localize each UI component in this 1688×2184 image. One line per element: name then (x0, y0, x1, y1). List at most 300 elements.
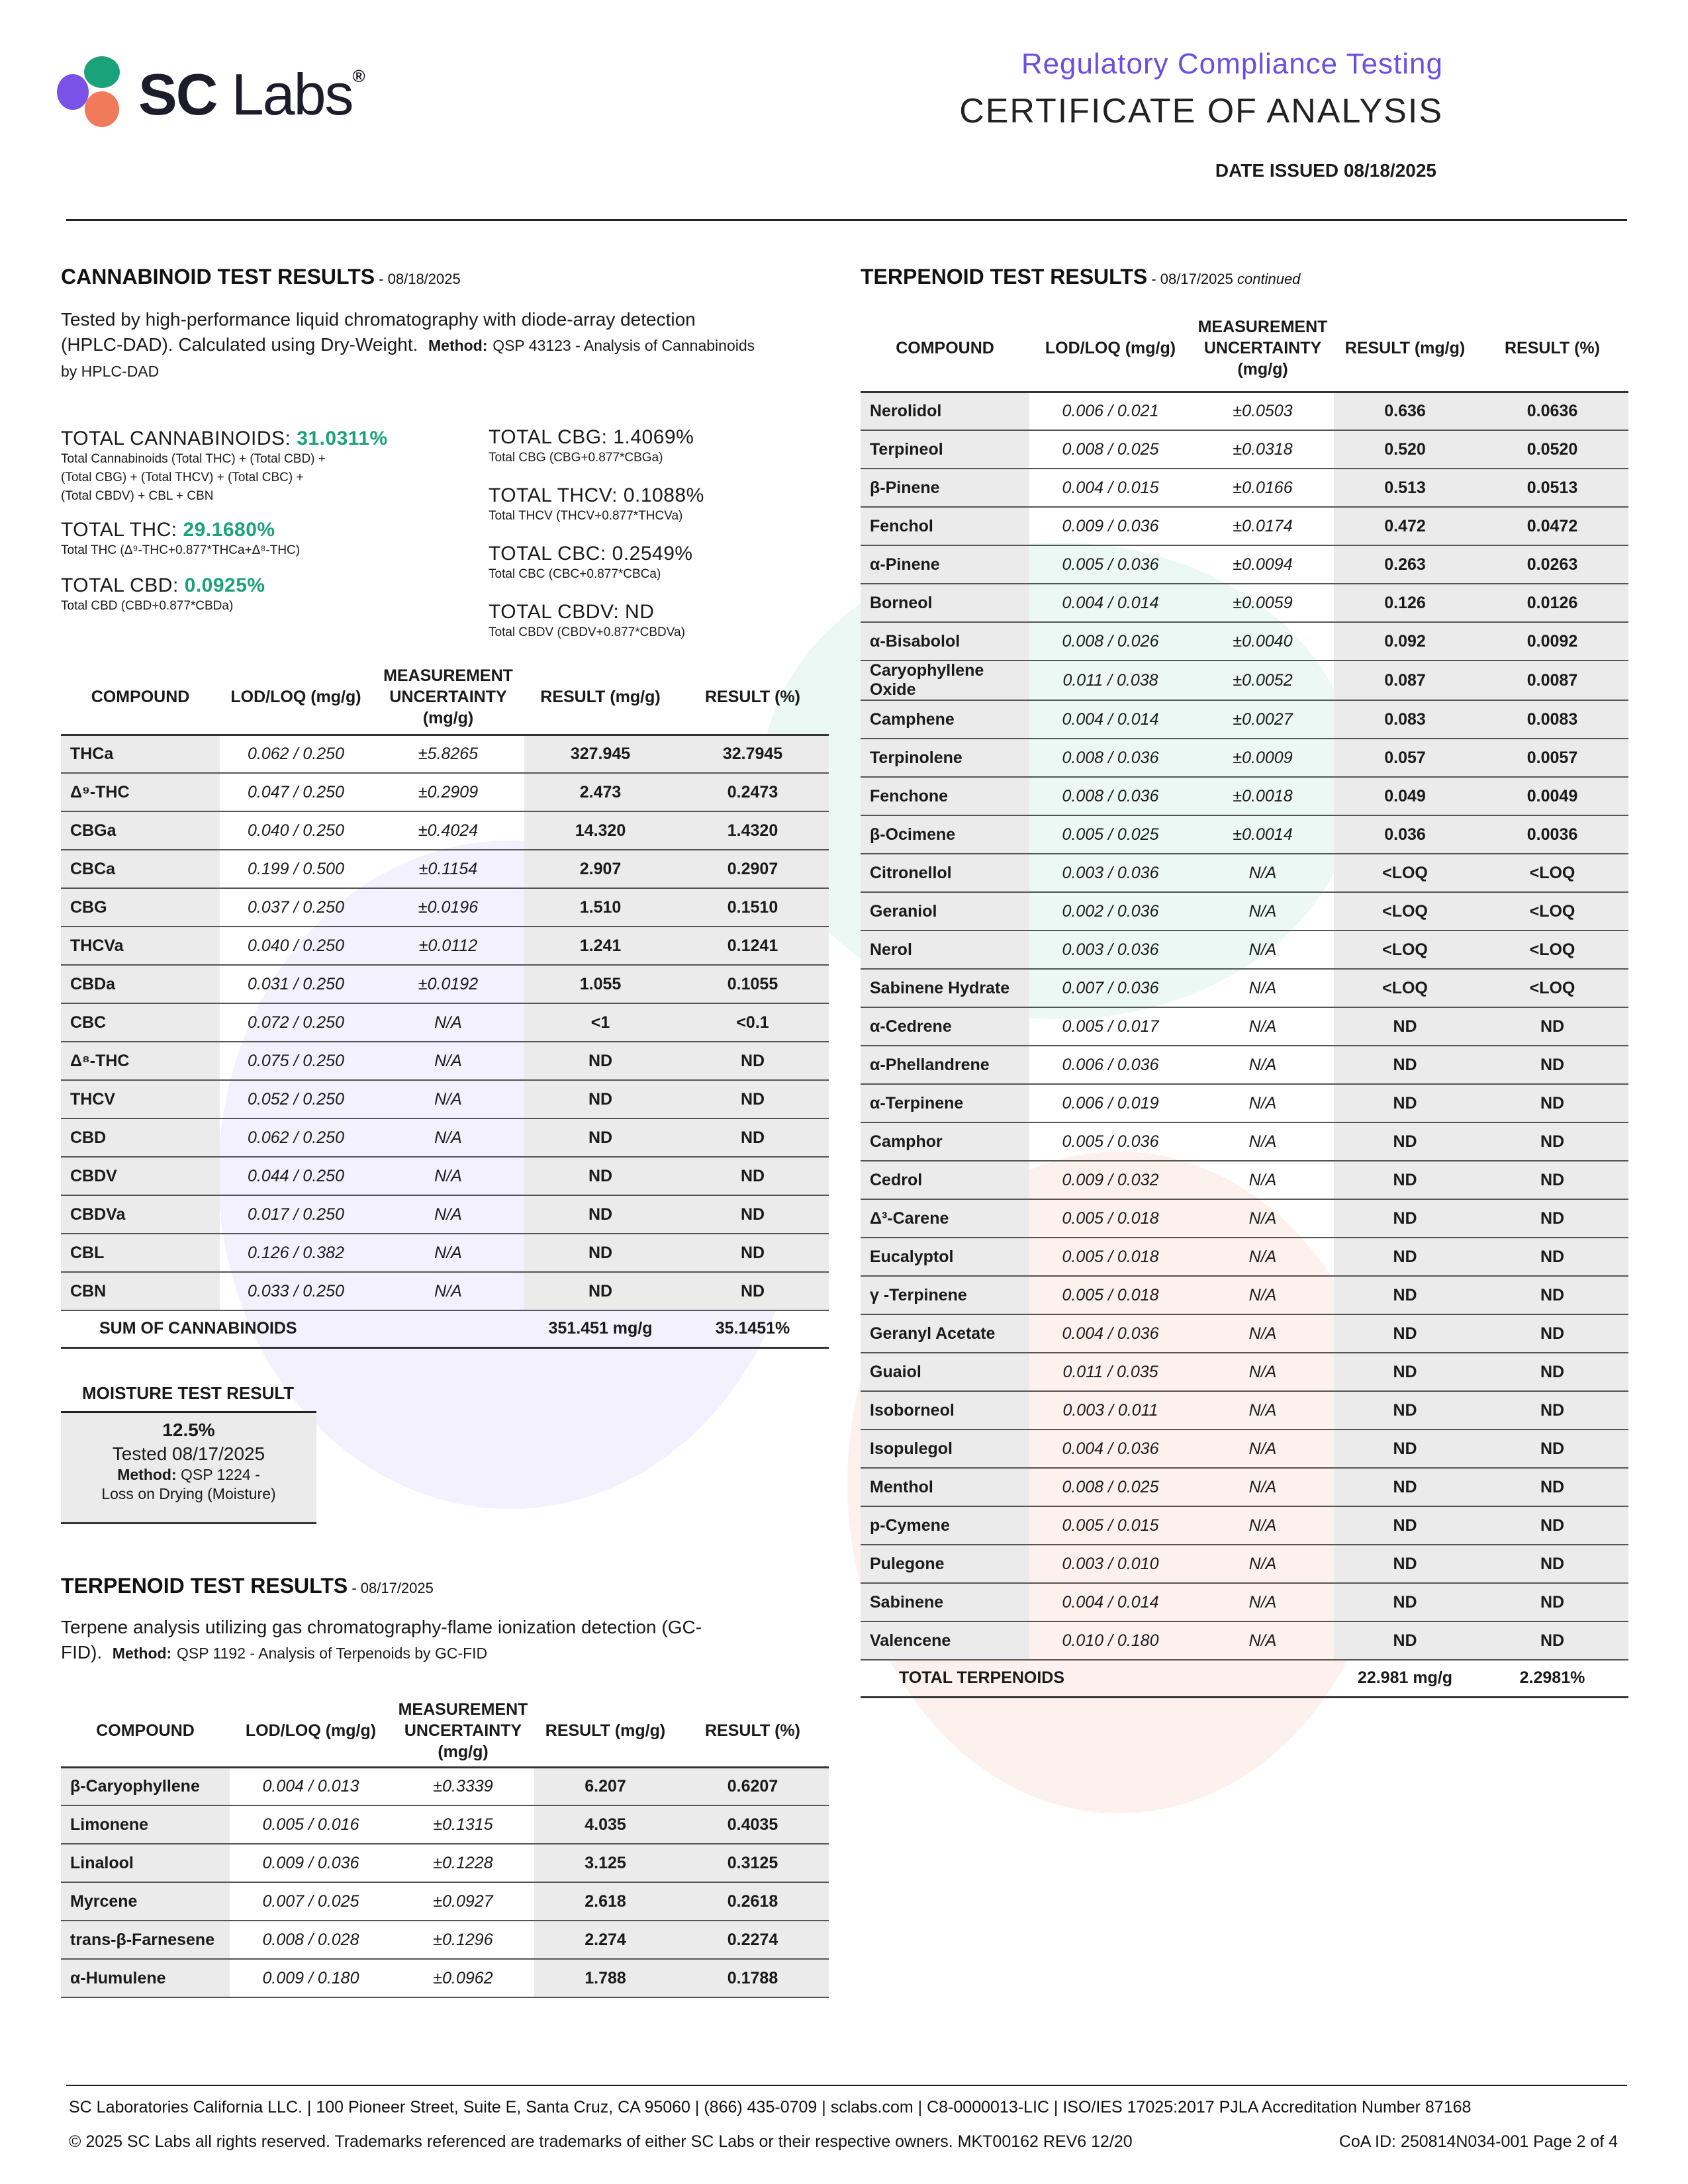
col-header: RESULT (%) (705, 688, 800, 707)
lod-loq-cell: 0.003 / 0.036 (1029, 854, 1192, 892)
uncertainty-cell: N/A (372, 1080, 524, 1118)
lod-loq-cell: 0.044 / 0.250 (220, 1157, 372, 1195)
moisture-method: Method: QSP 1224 - (117, 1466, 260, 1483)
uncertainty-cell: ±0.0503 (1192, 392, 1334, 430)
lod-loq-cell: 0.004 / 0.014 (1029, 1583, 1192, 1621)
lod-loq-cell: 0.009 / 0.032 (1029, 1161, 1192, 1199)
total-cbd: TOTAL CBD: 0.0925% (61, 574, 265, 596)
table-row (61, 1234, 829, 1272)
compound-cell: Linalool (61, 1844, 230, 1882)
total-cbd-sub: Total CBD (CBD+0.877*CBDa) (61, 599, 234, 613)
result-pct-cell: ND (1476, 1468, 1628, 1506)
table-row (861, 1583, 1628, 1621)
lod-loq-cell: 0.010 / 0.180 (1029, 1621, 1192, 1660)
compound-cell: Guaiol (861, 1353, 1029, 1391)
result-pct-cell: ND (1476, 1276, 1628, 1314)
result-pct-cell: <LOQ (1476, 892, 1628, 931)
result-mg-cell: 2.274 (534, 1921, 677, 1959)
header-divider (66, 219, 1627, 221)
compound-cell: Fenchol (861, 507, 1029, 545)
compound-cell: α-Phellandrene (861, 1046, 1029, 1084)
lod-loq-cell: 0.003 / 0.011 (1029, 1391, 1192, 1430)
lod-loq-cell: 0.005 / 0.018 (1029, 1199, 1192, 1238)
col-header: RESULT (mg/g) (540, 688, 661, 707)
total-thcv-sub: Total THCV (THCV+0.877*THCVa) (489, 509, 683, 523)
table-row (61, 927, 829, 965)
footer-line-2: © 2025 SC Labs all rights reserved. Trademarks referenced are trademarks of either SC Labs or their respective owners. MKT00162 REV6 12/20 (69, 2132, 1133, 2151)
lod-loq-cell: 0.017 / 0.250 (220, 1195, 372, 1234)
uncertainty-cell: ±0.0009 (1192, 739, 1334, 777)
table-row (861, 1238, 1628, 1276)
result-mg-cell: 0.126 (1334, 584, 1476, 622)
uncertainty-cell: ±0.0174 (1192, 507, 1334, 545)
footer-line-1: SC Laboratories California LLC. | 100 Pioneer Street, Suite E, Santa Cruz, CA 95060 | (866) 435-0709 | sclabs.com | C8-0000013-LIC | ISO/IES 17025:2017 PJLA Accreditation Number 87168 (69, 2098, 1472, 2116)
result-mg-cell: ND (1334, 1430, 1476, 1468)
table-row (61, 1882, 829, 1921)
table-row (61, 1767, 829, 1805)
compound-cell: CBG (61, 888, 220, 927)
result-mg-cell: ND (1334, 1238, 1476, 1276)
result-pct-cell: 0.2618 (677, 1882, 829, 1921)
col-header: RESULT (mg/g) (545, 1721, 666, 1741)
result-mg-cell: 0.520 (1334, 430, 1476, 469)
uncertainty-cell: ±0.2909 (372, 773, 524, 811)
result-mg-cell: 0.057 (1334, 739, 1476, 777)
result-mg-cell: ND (1334, 1122, 1476, 1161)
uncertainty-cell: ±5.8265 (372, 735, 524, 773)
lod-loq-cell: 0.126 / 0.382 (220, 1234, 372, 1272)
col-header: RESULT (%) (1505, 339, 1600, 358)
result-pct-cell: 0.2907 (677, 850, 829, 888)
uncertainty-cell: ±0.1296 (392, 1921, 534, 1959)
result-mg-cell: 0.513 (1334, 469, 1476, 507)
col-header: LOD/LOQ (mg/g) (1045, 339, 1176, 358)
lod-loq-cell: 0.006 / 0.019 (1029, 1084, 1192, 1122)
total-cbg: TOTAL CBG: 1.4069% (489, 426, 694, 448)
total-cbc-sub: Total CBC (CBC+0.877*CBCa) (489, 567, 661, 581)
table-row (861, 392, 1628, 430)
compound-cell: Menthol (861, 1468, 1029, 1506)
result-pct-cell: 0.0520 (1476, 430, 1628, 469)
coa-id: CoA ID: 250814N034-001 Page 2 of 4 (1338, 2132, 1618, 2151)
result-mg-cell: 6.207 (534, 1767, 677, 1805)
table-row (861, 1430, 1628, 1468)
compound-cell: γ -Terpinene (861, 1276, 1029, 1314)
uncertainty-cell: ±0.0018 (1192, 777, 1334, 815)
lod-loq-cell: 0.031 / 0.250 (220, 965, 372, 1003)
lod-loq-cell: 0.004 / 0.015 (1029, 469, 1192, 507)
uncertainty-cell: ±0.0027 (1192, 700, 1334, 739)
cannabinoid-description: Tested by high-performance liquid chromatography with diode-array detection (HPLC-DAD). Calculated using Dry-Weight. Method: QSP 43123 - Analysis of Cannabinoids by HPLC-DAD (61, 309, 755, 380)
result-pct-cell: 0.2473 (677, 773, 829, 811)
table-row (861, 854, 1628, 892)
uncertainty-cell: ±0.0192 (372, 965, 524, 1003)
table-row (861, 1314, 1628, 1353)
compound-cell: α-Bisabolol (861, 622, 1029, 660)
cannabinoid-header-row (61, 660, 829, 735)
col-header: COMPOUND (91, 688, 190, 707)
table-row (61, 1272, 829, 1310)
lod-loq-cell: 0.002 / 0.036 (1029, 892, 1192, 931)
result-mg-cell: 1.510 (524, 888, 677, 927)
terpenoid-header-row (61, 1696, 829, 1767)
result-mg-cell: <1 (524, 1003, 677, 1042)
total-cbc: TOTAL CBC: 0.2549% (489, 543, 693, 565)
lod-loq-cell: 0.199 / 0.500 (220, 850, 372, 888)
uncertainty-cell: N/A (372, 1195, 524, 1234)
uncertainty-cell: ±0.0196 (372, 888, 524, 927)
result-mg-cell: ND (1334, 1314, 1476, 1353)
compound-cell: Nerol (861, 931, 1029, 969)
registered-mark: ® (352, 66, 364, 86)
lod-loq-cell: 0.004 / 0.036 (1029, 1430, 1192, 1468)
lod-loq-cell: 0.009 / 0.180 (230, 1959, 392, 1997)
lod-loq-cell: 0.008 / 0.028 (230, 1921, 392, 1959)
result-mg-cell: ND (1334, 1084, 1476, 1122)
table-row (861, 545, 1628, 584)
compound-cell: Terpinolene (861, 739, 1029, 777)
total-cbdv-sub: Total CBDV (CBDV+0.877*CBDVa) (489, 625, 685, 639)
lod-loq-cell: 0.005 / 0.018 (1029, 1238, 1192, 1276)
col-header: COMPOUND (896, 339, 994, 358)
result-pct-cell: <LOQ (1476, 969, 1628, 1007)
table-row (61, 1118, 829, 1157)
table-row (61, 773, 829, 811)
result-mg-cell: 327.945 (524, 735, 677, 773)
result-mg-cell: 2.473 (524, 773, 677, 811)
result-mg-cell: 0.472 (1334, 507, 1476, 545)
lod-loq-cell: 0.075 / 0.250 (220, 1042, 372, 1080)
sum-row (61, 1310, 829, 1347)
result-pct-cell: ND (1476, 1621, 1628, 1660)
result-mg-cell: 1.055 (524, 965, 677, 1003)
table-row (861, 1046, 1628, 1084)
uncertainty-cell: ±0.0094 (1192, 545, 1334, 584)
col-header: COMPOUND (96, 1721, 195, 1741)
uncertainty-cell: N/A (1192, 1468, 1334, 1506)
compound-cell: CBGa (61, 811, 220, 850)
compound-cell: Caryophyllene Oxide (861, 660, 1029, 700)
lod-loq-cell: 0.007 / 0.036 (1029, 969, 1192, 1007)
uncertainty-cell: ±0.0112 (372, 927, 524, 965)
result-pct-cell: ND (677, 1195, 829, 1234)
compound-cell: Geraniol (861, 892, 1029, 931)
lod-loq-cell: 0.005 / 0.018 (1029, 1276, 1192, 1314)
uncertainty-cell: N/A (1192, 1122, 1334, 1161)
uncertainty-cell: ±0.1315 (392, 1805, 534, 1844)
result-mg-cell: ND (524, 1042, 677, 1080)
result-pct-cell: ND (1476, 1430, 1628, 1468)
compound-cell: Nerolidol (861, 392, 1029, 430)
col-header: RESULT (mg/g) (1344, 339, 1466, 358)
result-mg-cell: 0.092 (1334, 622, 1476, 660)
result-pct-cell: ND (1476, 1506, 1628, 1545)
compound-cell: THCV (61, 1080, 220, 1118)
result-mg-cell: ND (1334, 1545, 1476, 1583)
result-mg-cell: ND (524, 1080, 677, 1118)
cannabinoid-section-title: CANNABINOID TEST RESULTS - 08/18/2025 (61, 265, 461, 289)
table-row (61, 850, 829, 888)
result-pct-cell: ND (1476, 1391, 1628, 1430)
compound-cell: CBDa (61, 965, 220, 1003)
compound-cell: trans-β-Farnesene (61, 1921, 230, 1959)
uncertainty-cell: N/A (1192, 1238, 1334, 1276)
result-pct-cell: 0.3125 (677, 1844, 829, 1882)
result-mg-cell: ND (1334, 1353, 1476, 1391)
table-row (861, 815, 1628, 854)
compound-cell: THCVa (61, 927, 220, 965)
result-pct-cell: 0.0057 (1476, 739, 1628, 777)
result-pct-cell: 0.0636 (1476, 392, 1628, 430)
uncertainty-cell: N/A (1192, 1506, 1334, 1545)
table-row (861, 1161, 1628, 1199)
uncertainty-cell: N/A (1192, 1007, 1334, 1046)
date-issued: DATE ISSUED 08/18/2025 (1215, 160, 1436, 181)
table-row (861, 1122, 1628, 1161)
compound-cell: β-Pinene (861, 469, 1029, 507)
compound-cell: THCa (61, 735, 220, 773)
result-mg-cell: <LOQ (1334, 892, 1476, 931)
result-mg-cell: ND (524, 1118, 677, 1157)
result-pct-cell: 32.7945 (677, 735, 829, 773)
cannabinoid-table (61, 660, 829, 1349)
result-pct-cell: ND (677, 1234, 829, 1272)
footer-divider (66, 2085, 1627, 2086)
result-pct-cell: <0.1 (677, 1003, 829, 1042)
lod-loq-cell: 0.009 / 0.036 (230, 1844, 392, 1882)
lod-loq-cell: 0.037 / 0.250 (220, 888, 372, 927)
uncertainty-cell: N/A (1192, 1276, 1334, 1314)
uncertainty-cell: ±0.0059 (1192, 584, 1334, 622)
compound-cell: CBDV (61, 1157, 220, 1195)
result-mg-cell: ND (1334, 1468, 1476, 1506)
result-pct-cell: ND (677, 1272, 829, 1310)
sum-mg: 351.451 mg/g (524, 1310, 677, 1347)
table-row (861, 1545, 1628, 1583)
table-row (61, 1195, 829, 1234)
compound-cell: Fenchone (861, 777, 1029, 815)
compound-cell: Camphor (861, 1122, 1029, 1161)
compound-cell: Terpineol (861, 430, 1029, 469)
result-pct-cell: ND (1476, 1161, 1628, 1199)
header-subtitle: Regulatory Compliance Testing (1021, 48, 1443, 80)
result-pct-cell: ND (1476, 1199, 1628, 1238)
lod-loq-cell: 0.008 / 0.026 (1029, 622, 1192, 660)
table-row (61, 1921, 829, 1959)
compound-cell: Myrcene (61, 1882, 230, 1921)
compound-cell: α-Pinene (861, 545, 1029, 584)
total-cannabinoids: TOTAL CANNABINOIDS: 31.0311% (61, 428, 388, 449)
result-pct-cell: ND (677, 1042, 829, 1080)
uncertainty-cell: ±0.0962 (392, 1959, 534, 1997)
result-pct-cell: ND (1476, 1545, 1628, 1583)
table-row (61, 1844, 829, 1882)
result-pct-cell: ND (1476, 1314, 1628, 1353)
logo-text-light: Labs (231, 62, 353, 127)
table-row (861, 1506, 1628, 1545)
lod-loq-cell: 0.005 / 0.017 (1029, 1007, 1192, 1046)
table-row (861, 931, 1628, 969)
compound-cell: CBD (61, 1118, 220, 1157)
logo-text-bold: SC (138, 62, 217, 127)
compound-cell: Borneol (861, 584, 1029, 622)
total-cbdv: TOTAL CBDV: ND (489, 601, 655, 623)
compound-cell: CBC (61, 1003, 220, 1042)
result-pct-cell: ND (1476, 1583, 1628, 1621)
lod-loq-cell: 0.047 / 0.250 (220, 773, 372, 811)
result-pct-cell: ND (1476, 1353, 1628, 1391)
result-pct-cell: 0.0083 (1476, 700, 1628, 739)
terpenoid-cont-section-title: TERPENOID TEST RESULTS - 08/17/2025 continued (861, 265, 1301, 289)
table-row (861, 430, 1628, 469)
table-row (61, 1080, 829, 1118)
uncertainty-cell: ±0.4024 (372, 811, 524, 850)
compound-cell: Δ³-Carene (861, 1199, 1029, 1238)
result-pct-cell: ND (1476, 1122, 1628, 1161)
result-pct-cell: ND (1476, 1046, 1628, 1084)
lod-loq-cell: 0.033 / 0.250 (220, 1272, 372, 1310)
uncertainty-cell: N/A (372, 1272, 524, 1310)
result-mg-cell: ND (1334, 1391, 1476, 1430)
terpenoid-description: Terpene analysis utilizing gas chromatography-flame ionization detection (GC- FID). Method: QSP 1192 - Analysis of Terpenoids by GC-FID (61, 1617, 702, 1662)
compound-cell: Isoborneol (861, 1391, 1029, 1430)
uncertainty-cell: ±0.3339 (392, 1767, 534, 1805)
lod-loq-cell: 0.004 / 0.014 (1029, 700, 1192, 739)
table-row (861, 892, 1628, 931)
uncertainty-cell: N/A (372, 1234, 524, 1272)
moisture-value: 12.5% (162, 1420, 215, 1440)
table-row (61, 888, 829, 927)
total-terpenoids-mg: 22.981 mg/g (1334, 1660, 1476, 1697)
uncertainty-cell: N/A (1192, 1545, 1334, 1583)
uncertainty-cell: N/A (1192, 1621, 1334, 1660)
compound-cell: CBDVa (61, 1195, 220, 1234)
result-mg-cell: ND (524, 1234, 677, 1272)
result-mg-cell: <LOQ (1334, 969, 1476, 1007)
lod-loq-cell: 0.003 / 0.010 (1029, 1545, 1192, 1583)
result-pct-cell: 0.0092 (1476, 622, 1628, 660)
table-row (61, 811, 829, 850)
uncertainty-cell: ±0.1228 (392, 1844, 534, 1882)
table-row (61, 735, 829, 773)
col-header: MEASUREMENT UNCERTAINTY (mg/g) (398, 1700, 528, 1762)
result-mg-cell: ND (1334, 1199, 1476, 1238)
total-terpenoids-label: TOTAL TERPENOIDS (861, 1660, 1334, 1697)
table-row (61, 1805, 829, 1844)
lod-loq-cell: 0.008 / 0.025 (1029, 430, 1192, 469)
logo (56, 54, 373, 134)
result-mg-cell: <LOQ (1334, 931, 1476, 969)
table-row (61, 1959, 829, 1997)
uncertainty-cell: N/A (1192, 1161, 1334, 1199)
table-row (861, 1276, 1628, 1314)
lod-loq-cell: 0.008 / 0.036 (1029, 739, 1192, 777)
sum-label: SUM OF CANNABINOIDS (61, 1310, 524, 1347)
uncertainty-cell: N/A (372, 1118, 524, 1157)
compound-cell: CBN (61, 1272, 220, 1310)
uncertainty-cell: N/A (1192, 1046, 1334, 1084)
uncertainty-cell: N/A (1192, 1199, 1334, 1238)
result-mg-cell: ND (1334, 1621, 1476, 1660)
total-cannabinoids-sub3: (Total CBDV) + CBL + CBN (61, 489, 214, 503)
result-pct-cell: 0.0513 (1476, 469, 1628, 507)
result-mg-cell: <LOQ (1334, 854, 1476, 892)
result-mg-cell: ND (1334, 1007, 1476, 1046)
result-pct-cell: 0.1055 (677, 965, 829, 1003)
compound-cell: β-Caryophyllene (61, 1767, 230, 1805)
uncertainty-cell: ±0.0166 (1192, 469, 1334, 507)
total-thc: TOTAL THC: 29.1680% (61, 519, 275, 541)
compound-cell: CBL (61, 1234, 220, 1272)
lod-loq-cell: 0.040 / 0.250 (220, 811, 372, 850)
lod-loq-cell: 0.040 / 0.250 (220, 927, 372, 965)
lod-loq-cell: 0.062 / 0.250 (220, 735, 372, 773)
page-title: CERTIFICATE OF ANALYSIS (959, 92, 1443, 130)
result-pct-cell: ND (1476, 1084, 1628, 1122)
lod-loq-cell: 0.007 / 0.025 (230, 1882, 392, 1921)
compound-cell: Cedrol (861, 1161, 1029, 1199)
lod-loq-cell: 0.004 / 0.013 (230, 1767, 392, 1805)
table-row (861, 700, 1628, 739)
lod-loq-cell: 0.006 / 0.036 (1029, 1046, 1192, 1084)
uncertainty-cell: ±0.1154 (372, 850, 524, 888)
col-header: MEASUREMENT UNCERTAINTY (mg/g) (1197, 318, 1328, 379)
moisture-tested: Tested 08/17/2025 (112, 1443, 265, 1464)
lod-loq-cell: 0.011 / 0.035 (1029, 1353, 1192, 1391)
result-pct-cell: 0.2274 (677, 1921, 829, 1959)
result-mg-cell: 2.907 (524, 850, 677, 888)
result-pct-cell: 0.0472 (1476, 507, 1628, 545)
compound-cell: Δ⁸-THC (61, 1042, 220, 1080)
result-mg-cell: 0.087 (1334, 660, 1476, 700)
compound-cell: α-Humulene (61, 1959, 230, 1997)
compound-cell: Δ⁹-THC (61, 773, 220, 811)
result-pct-cell: 1.4320 (677, 811, 829, 850)
uncertainty-cell: ±0.0318 (1192, 430, 1334, 469)
sum-pct: 35.1451% (677, 1310, 829, 1347)
total-cannabinoids-sub1: Total Cannabinoids (Total THC) + (Total CBD) + (61, 452, 326, 466)
moisture-method-2: Loss on Drying (Moisture) (101, 1485, 276, 1502)
result-mg-cell: 4.035 (534, 1805, 677, 1844)
result-mg-cell: ND (524, 1157, 677, 1195)
table-row (61, 965, 829, 1003)
uncertainty-cell: ±0.0014 (1192, 815, 1334, 854)
result-pct-cell: ND (1476, 1238, 1628, 1276)
table-row (861, 969, 1628, 1007)
lod-loq-cell: 0.062 / 0.250 (220, 1118, 372, 1157)
table-row (861, 507, 1628, 545)
uncertainty-cell: N/A (1192, 1314, 1334, 1353)
result-mg-cell: 0.636 (1334, 392, 1476, 430)
table-row (61, 1042, 829, 1080)
terpenoid-section-title: TERPENOID TEST RESULTS - 08/17/2025 (61, 1574, 434, 1598)
uncertainty-cell: N/A (1192, 1391, 1334, 1430)
compound-cell: p-Cymene (861, 1506, 1029, 1545)
result-pct-cell: 0.0036 (1476, 815, 1628, 854)
table-row (861, 622, 1628, 660)
compound-cell: Limonene (61, 1805, 230, 1844)
result-mg-cell: ND (1334, 1161, 1476, 1199)
result-pct-cell: 0.0049 (1476, 777, 1628, 815)
uncertainty-cell: N/A (372, 1157, 524, 1195)
result-mg-cell: ND (524, 1272, 677, 1310)
lod-loq-cell: 0.005 / 0.025 (1029, 815, 1192, 854)
uncertainty-cell: ±0.0040 (1192, 622, 1334, 660)
total-cbg-sub: Total CBG (CBG+0.877*CBGa) (489, 451, 663, 465)
result-mg-cell: 0.263 (1334, 545, 1476, 584)
col-header: RESULT (%) (705, 1721, 800, 1741)
total-thcv: TOTAL THCV: 0.1088% (489, 484, 704, 506)
